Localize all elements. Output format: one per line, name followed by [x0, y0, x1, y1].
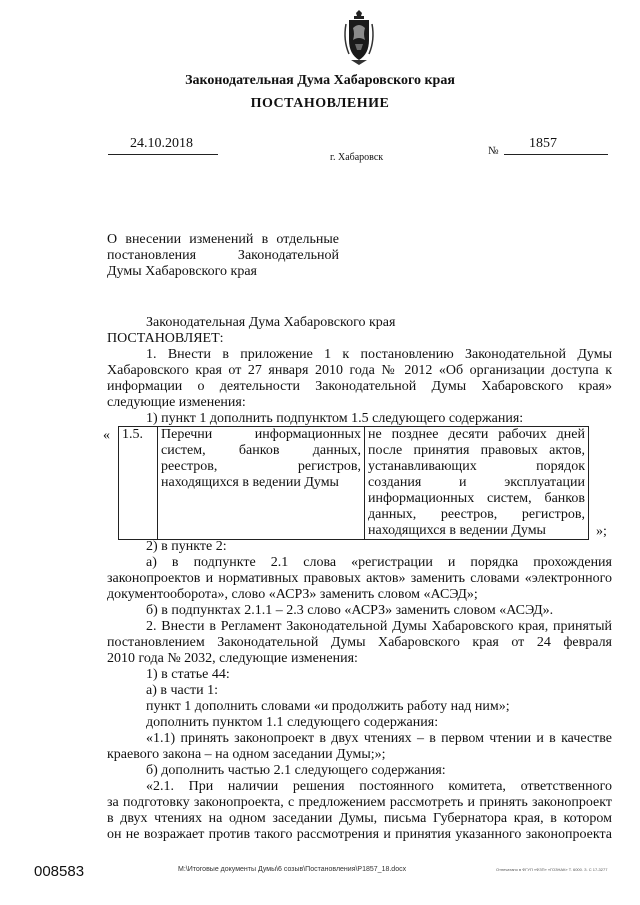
- body-line: документооборота», слово «АСРЗ» заменить словом «АСЭД»;: [107, 587, 478, 602]
- table-cell-line: информационных систем, банков: [368, 491, 585, 506]
- body-line: 2. Внести в Регламент Законодательной Думы Хабаровского края, принятый: [146, 619, 612, 634]
- organization-title: Законодательная Дума Хабаровского края: [185, 73, 455, 88]
- body-line: а) в части 1:: [146, 683, 218, 698]
- body-line: дополнить пунктом 1.1 следующего содержания:: [146, 715, 439, 730]
- file-path: M:\Итоговые документы Думы\6 созыв\Постановления\P1857_18.docx: [178, 866, 407, 873]
- table-cell-deadline: [365, 427, 589, 540]
- table-cell-line: Перечни информационных: [161, 427, 361, 442]
- table-cell-subject: [158, 427, 365, 540]
- amendment-table: [118, 426, 589, 540]
- date-underline: [108, 154, 218, 155]
- body-line: следующие изменения:: [107, 395, 246, 410]
- print-code: Отпечатано в ФГУП «ФЗП» «ГОЗНАК» Т. 6000. З. С 17-3277: [496, 867, 608, 872]
- body-line: 2010 года № 2032, следующие изменения:: [107, 651, 358, 666]
- body-line: информации о деятельности Законодательной Думы Хабаровского края»: [107, 379, 612, 394]
- table-cell-line: данных, реестров, регистров,: [368, 507, 585, 522]
- body-line: б) дополнить частью 2.1 следующего содержания:: [146, 763, 446, 778]
- document-number: 1857: [529, 136, 557, 151]
- body-line: законопроектов и нормативных правовых актов» заменить словами «электронного: [107, 571, 612, 586]
- coat-of-arms-icon: [341, 10, 377, 66]
- body-line: «1.1) принять законопроект в двух чтениях – в первом чтении и в качестве: [146, 731, 612, 746]
- body-line: а) в подпункте 2.1 слова «регистрации и порядка прохождения: [146, 555, 612, 570]
- table-cell-line: находящихся в ведении Думы: [161, 475, 339, 490]
- body-line: 1. Внести в приложение 1 к постановлению Законодательной Думы: [146, 347, 612, 362]
- body-line: краевого закона – на одном заседании Думы;»;: [107, 747, 386, 762]
- body-line: за подготовку законопроекта, с предложением рассмотреть и принять законопроект: [107, 795, 612, 810]
- table-cell-line: устанавливающих порядок: [368, 459, 585, 474]
- number-underline: [504, 154, 608, 155]
- document-date: 24.10.2018: [130, 136, 193, 151]
- document-type: ПОСТАНОВЛЕНИЕ: [250, 96, 390, 111]
- table-open-quote: «: [103, 428, 110, 443]
- number-sign: №: [488, 145, 499, 157]
- body-line: Хабаровского края от 27 января 2010 года № 2012 «Об организации доступа к: [107, 363, 612, 378]
- table-cell-line: находящихся в ведении Думы: [368, 523, 546, 538]
- table-cell-line: систем, банков данных,: [161, 443, 361, 458]
- body-line: он не возражает против такого рассмотрения и принятия указанного законопроекта: [107, 827, 612, 842]
- body-line: в двух чтениях на одном заседании Думы, письма Губернатора края, в котором: [107, 811, 612, 826]
- body-line: постановлением Законодательной Думы Хабаровского края от 24 февраля: [107, 635, 612, 650]
- table-cell-line: создания и эксплуатации: [368, 475, 585, 490]
- form-serial-number: 008583: [34, 863, 85, 880]
- table-cell-line: реестров, регистров,: [161, 459, 361, 474]
- preamble-line: Законодательная Дума Хабаровского края: [146, 315, 396, 330]
- subject-line: Думы Хабаровского края: [107, 264, 257, 279]
- body-line: «2.1. При наличии решения постоянного комитета, ответственного: [146, 779, 612, 794]
- table-cell-line: не позднее десяти рабочих дней: [368, 427, 585, 442]
- table-row: [119, 427, 589, 540]
- preamble-enact: ПОСТАНОВЛЯЕТ:: [107, 331, 224, 346]
- body-line: пункт 1 дополнить словами «и продолжить работу над ним»;: [146, 699, 510, 714]
- table-cell-number: 1.5.: [119, 427, 158, 540]
- table-close-quote: »;: [596, 524, 607, 539]
- subject-line: постановления Законодательной: [107, 248, 339, 263]
- body-line: б) в подпунктах 2.1.1 – 2.3 слово «АСРЗ» заменить словом «АСЭД».: [146, 603, 554, 618]
- body-line: 2) в пункте 2:: [146, 539, 227, 554]
- subject-line: О внесении изменений в отдельные: [107, 232, 339, 247]
- table-cell-line: после принятия правовых актов,: [368, 443, 585, 458]
- document-city: г. Хабаровск: [330, 152, 384, 163]
- body-line: 1) пункт 1 дополнить подпунктом 1.5 следующего содержания:: [146, 411, 524, 426]
- body-line: 1) в статье 44:: [146, 667, 230, 682]
